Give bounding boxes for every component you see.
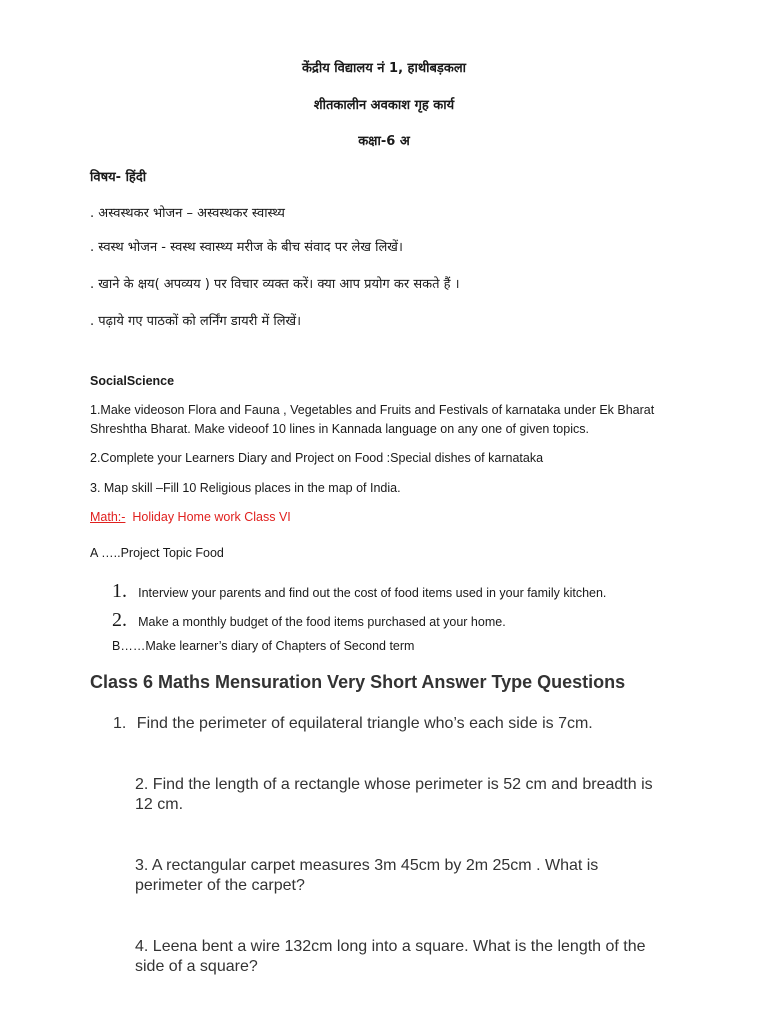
math-project-topic: A …..Project Topic Food xyxy=(90,546,224,560)
hindi-item-2: . स्वस्थ भोजन - स्वस्थ स्वास्थ्य मरीज के बीच संवाद पर लेख लिखें। xyxy=(90,240,403,255)
list-text: Interview your parents and find out the cost of food items used in your family kitchen. xyxy=(138,586,607,600)
question-line: side of a square? xyxy=(135,958,258,975)
homework-title: शीतकालीन अवकाश गृह कार्य xyxy=(313,98,455,113)
question-line: 3. A rectangular carpet measures 3m 45cm by 2m 25cm . What is xyxy=(135,857,599,874)
math-diary-item: B……Make learner’s diary of Chapters of Second term xyxy=(112,639,415,653)
social-item-2: 2.Complete your Learners Diary and Project on Food :Special dishes of karnataka xyxy=(90,451,544,465)
hindi-item-1: . अस्वस्थकर भोजन – अस्वस्थकर स्वास्थ्य xyxy=(90,206,285,221)
question-2 xyxy=(135,775,653,815)
list-text: Make a monthly budget of the food items purchased at your home. xyxy=(138,615,506,629)
social-science-heading: SocialScience xyxy=(90,374,175,388)
math-heading xyxy=(90,510,291,524)
question-line: 2. Find the length of a rectangle whose perimeter is 52 cm and breadth is xyxy=(135,776,653,793)
question-3 xyxy=(135,856,598,896)
mensuration-heading: Class 6 Maths Mensuration Very Short Answer Type Questions xyxy=(90,672,626,692)
question-4 xyxy=(135,937,646,977)
list-number: 2. xyxy=(112,609,127,631)
math-list-item-1 xyxy=(112,580,606,603)
class-label: कक्षा-6 अ xyxy=(358,134,410,149)
hindi-subject-heading: विषय- हिंदी xyxy=(90,170,147,185)
math-title: Holiday Home work Class VI xyxy=(132,510,291,524)
question-line: 12 cm. xyxy=(135,796,184,813)
social-item-1-line-2: Shreshtha Bharat. Make videoof 10 lines in Kannada language on any one of given topics. xyxy=(90,422,589,436)
question-line: 4. Leena bent a wire 132cm long into a square. What is the length of the xyxy=(135,938,646,955)
hindi-item-3: . खाने के क्षय( अपव्यय ) पर विचार व्यक्त करें। क्या आप प्रयोग कर सकते हैं । xyxy=(90,277,460,292)
question-text: Find the perimeter of equilateral triangle who’s each side is 7cm. xyxy=(136,715,593,732)
question-number: 1. xyxy=(113,715,127,732)
math-label: Math:- xyxy=(90,510,126,524)
social-item-1-line-1: 1.Make videoson Flora and Fauna , Vegetables and Fruits and Festivals of karnataka under Ek Bharat xyxy=(90,403,655,417)
question-1 xyxy=(113,714,593,734)
social-item-3: 3. Map skill –Fill 10 Religious places in the map of India. xyxy=(90,481,401,495)
list-number: 1. xyxy=(112,580,127,602)
school-name: केंद्रीय विद्यालय नं 1, हाथीबड़कला xyxy=(301,61,467,76)
question-line: perimeter of the carpet? xyxy=(135,877,305,894)
math-list-item-2 xyxy=(112,609,506,632)
hindi-item-4: . पढ़ाये गए पाठकों को लर्निंग डायरी में लिखें। xyxy=(90,314,302,329)
